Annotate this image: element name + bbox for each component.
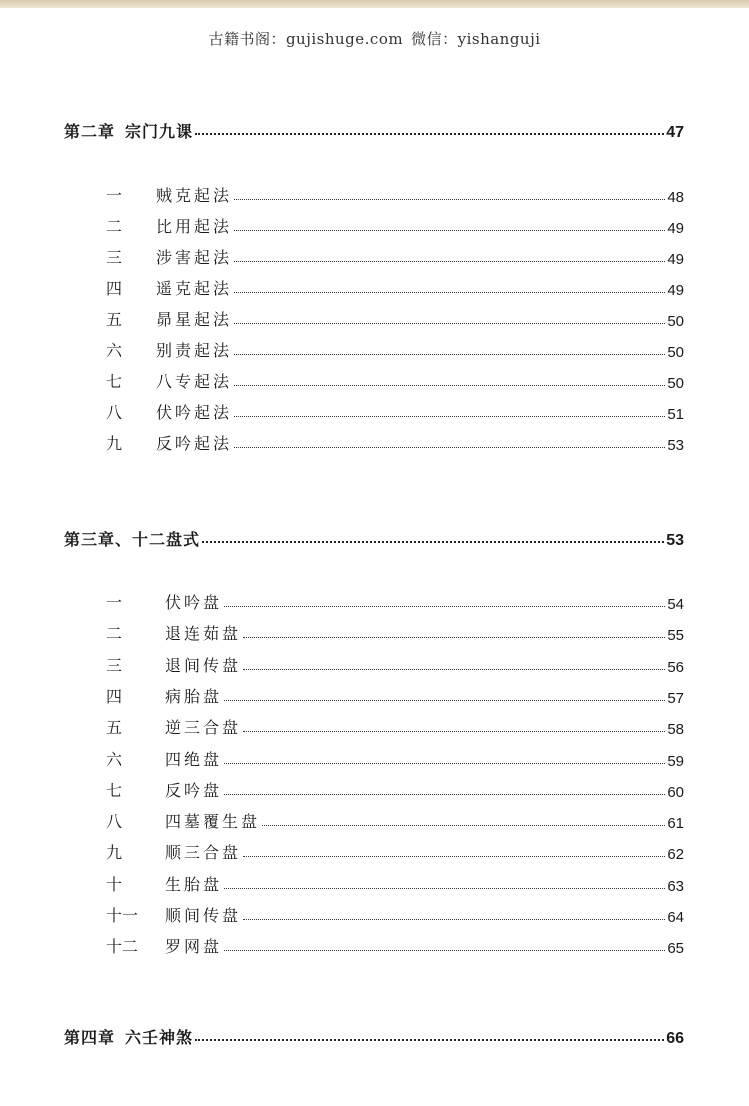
item-index: 九 xyxy=(106,843,123,863)
dot-leader xyxy=(234,447,665,448)
item-index: 二 xyxy=(106,624,123,644)
item-index: 四 xyxy=(106,279,123,298)
toc-item[interactable] xyxy=(0,186,749,210)
item-index: 三 xyxy=(106,248,123,267)
item-title: 反吟起法 xyxy=(156,434,233,453)
item-title: 罗网盘 xyxy=(165,937,223,957)
item-index: 七 xyxy=(106,372,123,391)
page-number: 50 xyxy=(667,375,684,392)
toc-item[interactable] xyxy=(0,656,749,680)
item-title: 生胎盘 xyxy=(165,874,223,894)
page-number: 63 xyxy=(667,877,684,895)
item-index: 三 xyxy=(106,655,123,675)
toc-item[interactable] xyxy=(0,812,749,836)
item-index: 九 xyxy=(106,434,123,453)
dot-leader xyxy=(224,888,665,889)
page-number: 66 xyxy=(666,1030,684,1047)
page-number: 57 xyxy=(667,689,684,707)
toc-item[interactable] xyxy=(0,248,749,272)
item-title: 比用起法 xyxy=(156,217,233,236)
item-title: 贼克起法 xyxy=(156,186,233,205)
item-title: 退连茹盘 xyxy=(165,624,242,644)
dot-leader xyxy=(224,606,665,607)
page-number: 50 xyxy=(667,313,684,330)
page-number: 53 xyxy=(667,437,684,454)
dot-leader xyxy=(224,794,665,795)
page-number: 55 xyxy=(667,627,684,645)
item-title: 顺间传盘 xyxy=(165,906,242,925)
chapter-title: 六壬神煞 xyxy=(125,1028,194,1047)
toc-item[interactable] xyxy=(0,279,749,303)
item-index: 十一 xyxy=(106,906,139,925)
dot-leader xyxy=(195,133,664,135)
dot-leader xyxy=(243,731,665,732)
site-label: 古籍书阁：gujishuge.com xyxy=(208,30,404,48)
page-number: 59 xyxy=(667,752,684,770)
dot-leader xyxy=(234,416,665,417)
toc-item[interactable] xyxy=(0,403,749,427)
toc-item[interactable] xyxy=(0,687,749,711)
toc-chapter-3[interactable] xyxy=(0,530,749,554)
dot-leader xyxy=(234,261,665,262)
dot-leader xyxy=(224,950,665,951)
chapter-title: 宗门九课 xyxy=(125,122,194,141)
item-title: 四绝盘 xyxy=(165,749,223,769)
dot-leader xyxy=(234,199,665,200)
dot-leader xyxy=(243,669,665,670)
item-title: 别责起法 xyxy=(156,341,233,360)
item-index: 六 xyxy=(106,749,123,769)
item-title: 反吟盘 xyxy=(165,780,223,800)
toc-item[interactable] xyxy=(0,843,749,867)
item-title: 涉害起法 xyxy=(156,248,233,267)
page-number: 49 xyxy=(667,251,684,268)
item-index: 六 xyxy=(106,341,123,360)
item-index: 八 xyxy=(106,812,123,832)
page-number: 53 xyxy=(666,532,684,549)
page-number: 56 xyxy=(667,658,684,676)
item-index: 十 xyxy=(106,874,123,894)
wechat-label: 微信：yishanguji xyxy=(411,30,541,48)
page-number: 48 xyxy=(667,189,684,206)
toc-item[interactable] xyxy=(0,217,749,241)
item-title: 顺三合盘 xyxy=(165,843,242,863)
page-number: 54 xyxy=(667,596,684,613)
page-header xyxy=(0,28,749,49)
dot-leader xyxy=(224,700,665,701)
item-title: 逆三合盘 xyxy=(165,718,242,738)
toc-item[interactable] xyxy=(0,781,749,805)
page-number: 47 xyxy=(666,124,684,141)
item-index: 一 xyxy=(106,593,123,612)
page-number: 64 xyxy=(667,909,684,926)
dot-leader xyxy=(243,637,665,638)
chapter-number: 第二章 xyxy=(64,122,116,141)
dot-leader xyxy=(234,385,665,386)
page-number: 62 xyxy=(667,846,684,864)
page-number: 49 xyxy=(667,282,684,299)
toc-chapter-2[interactable] xyxy=(0,122,749,146)
toc-item[interactable] xyxy=(0,341,749,365)
page-number: 50 xyxy=(667,344,684,361)
item-title: 八专起法 xyxy=(156,372,233,391)
chapter-heading: 第三章、十二盘式 xyxy=(64,530,201,549)
dot-leader xyxy=(202,541,664,543)
toc-item[interactable] xyxy=(0,937,749,961)
toc-item[interactable] xyxy=(0,372,749,396)
dot-leader xyxy=(234,323,665,324)
dot-leader xyxy=(234,292,665,293)
dot-leader xyxy=(224,763,665,764)
item-index: 八 xyxy=(106,403,123,422)
dot-leader xyxy=(243,919,665,920)
item-index: 五 xyxy=(106,718,123,738)
item-title: 昴星起法 xyxy=(156,310,233,329)
toc-item[interactable] xyxy=(0,750,749,774)
page-number: 58 xyxy=(667,721,684,739)
chapter-number: 第四章 xyxy=(64,1028,116,1047)
toc-item[interactable] xyxy=(0,593,749,617)
page-number: 51 xyxy=(667,406,684,423)
dot-leader xyxy=(234,230,665,231)
item-index: 一 xyxy=(106,186,123,205)
toc-item[interactable] xyxy=(0,906,749,930)
item-title: 退间传盘 xyxy=(165,655,242,675)
toc-item[interactable] xyxy=(0,310,749,334)
page-number: 49 xyxy=(667,220,684,237)
item-index: 五 xyxy=(106,310,123,329)
item-title: 伏吟起法 xyxy=(156,403,233,422)
dot-leader xyxy=(243,856,665,857)
item-title: 伏吟盘 xyxy=(165,593,223,612)
toc-chapter-4[interactable] xyxy=(0,1028,749,1052)
page-number: 61 xyxy=(667,815,684,833)
item-title: 遥克起法 xyxy=(156,279,233,298)
toc-item[interactable] xyxy=(0,624,749,648)
page-number: 60 xyxy=(667,783,684,801)
top-border xyxy=(0,0,749,8)
toc-item[interactable] xyxy=(0,434,749,458)
dot-leader xyxy=(262,825,665,826)
toc-item[interactable] xyxy=(0,718,749,742)
item-title: 病胎盘 xyxy=(165,686,223,706)
toc-item[interactable] xyxy=(0,875,749,899)
item-title: 四墓覆生盘 xyxy=(165,812,261,832)
item-index: 十二 xyxy=(106,937,139,957)
dot-leader xyxy=(195,1039,664,1041)
page-number: 65 xyxy=(667,940,684,958)
dot-leader xyxy=(234,354,665,355)
item-index: 二 xyxy=(106,217,123,236)
item-index: 七 xyxy=(106,780,123,800)
item-index: 四 xyxy=(106,686,123,706)
